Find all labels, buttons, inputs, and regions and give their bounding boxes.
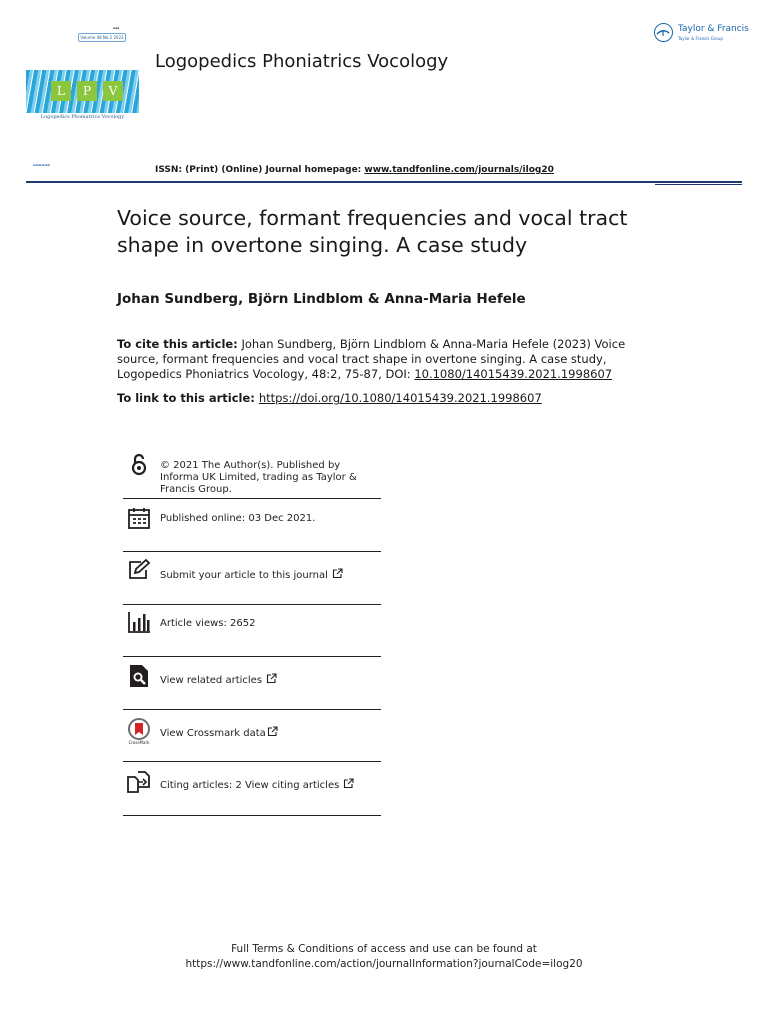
cover-issue-tag: Volume 48 No.2 2023 xyxy=(78,33,126,42)
link-block xyxy=(117,391,542,406)
citing-text[interactable] xyxy=(160,778,354,792)
header-rule-secondary xyxy=(655,184,742,185)
related-row[interactable] xyxy=(123,657,381,710)
article-url-link[interactable]: https://doi.org/10.1080/14015439.2021.1998607 xyxy=(258,391,542,405)
open-access-text: © 2021 The Author(s). Published by Informa UK Limited, trading as Taylor & Francis Group. xyxy=(160,460,357,495)
crossmark-icon xyxy=(127,718,151,740)
journal-title: Logopedics Phoniatrics Vocology xyxy=(155,51,449,72)
views-text: Article views: 2652 xyxy=(160,618,256,629)
publisher-group: Taylor & Francis Group xyxy=(678,36,723,41)
submit-label: Submit your article to this journal xyxy=(160,570,328,581)
cover-small-link[interactable]: ▬▬▬▬▬▬ xyxy=(33,163,51,167)
crossmark-badge-label: CrossMark xyxy=(128,740,150,745)
citing-row[interactable] xyxy=(123,762,381,816)
article-title: Voice source, formant frequencies and vocal tract shape in overtone singing. A case study xyxy=(117,206,628,257)
views-row xyxy=(123,605,381,657)
header-rule xyxy=(26,181,742,183)
logo-caption: Logopedics Phoniatrics Vocology xyxy=(40,114,125,120)
edit-icon xyxy=(127,558,151,582)
external-link-icon xyxy=(267,726,278,737)
citing-articles-icon xyxy=(127,770,151,794)
external-link-icon xyxy=(332,568,343,579)
published-text: Published online: 03 Dec 2021. xyxy=(160,513,316,524)
citing-label: Citing articles: 2 View citing articles xyxy=(160,780,340,791)
publisher-name: Taylor & Francis xyxy=(678,24,749,34)
related-text[interactable] xyxy=(160,673,277,687)
cite-text: Johan Sundberg, Björn Lindblom & Anna-Maria Hefele (2023) Voice source, formant frequencies and vocal tract shape in overtone singing. A case study, Logopedics Phoniatrics Vocology, 48:2, 75-87, DOI: xyxy=(117,337,626,381)
publisher-circle-icon xyxy=(654,23,673,42)
row-divider xyxy=(123,815,381,816)
calendar-icon xyxy=(127,506,151,530)
cite-label: To cite this article: xyxy=(117,337,238,351)
crossmark-text[interactable] xyxy=(160,726,278,740)
search-document-icon xyxy=(127,664,151,688)
logo-letter-p: P xyxy=(77,81,97,101)
open-access-icon xyxy=(127,453,151,477)
logo-letter-v: V xyxy=(103,81,123,101)
logo-letter-l: L xyxy=(51,81,71,101)
crossmark-row[interactable] xyxy=(123,710,381,762)
submit-row[interactable] xyxy=(123,552,381,605)
cover-thumbnail-mark: ▪▪▪ xyxy=(113,26,120,30)
link-label: To link to this article: xyxy=(117,391,259,405)
publisher-logo[interactable] xyxy=(654,23,749,47)
journal-homepage-link[interactable]: www.tandfonline.com/journals/ilog20 xyxy=(364,165,554,175)
issn-line xyxy=(155,165,554,175)
submit-text[interactable] xyxy=(160,568,343,582)
doi-link[interactable]: 10.1080/14015439.2021.1998607 xyxy=(414,367,613,381)
related-label: View related articles xyxy=(160,675,263,686)
journal-logo[interactable] xyxy=(26,70,139,113)
external-link-icon xyxy=(343,778,354,789)
open-access-row xyxy=(123,452,381,499)
terms-line: Full Terms & Conditions of access and use can be found at xyxy=(231,943,537,955)
terms-footer xyxy=(0,942,768,972)
crossmark-label: View Crossmark data xyxy=(160,728,266,739)
terms-url[interactable]: https://www.tandfonline.com/action/journalInformation?journalCode=ilog20 xyxy=(185,958,583,970)
issn-label: ISSN: (Print) (Online) Journal homepage: xyxy=(155,165,365,175)
external-link-icon xyxy=(266,673,277,684)
published-row xyxy=(123,499,381,552)
article-authors: Johan Sundberg, Björn Lindblom & Anna-Maria Hefele xyxy=(117,291,526,307)
crossmark-badge xyxy=(127,718,151,746)
bar-chart-icon xyxy=(127,610,151,634)
citation-block xyxy=(117,337,657,382)
